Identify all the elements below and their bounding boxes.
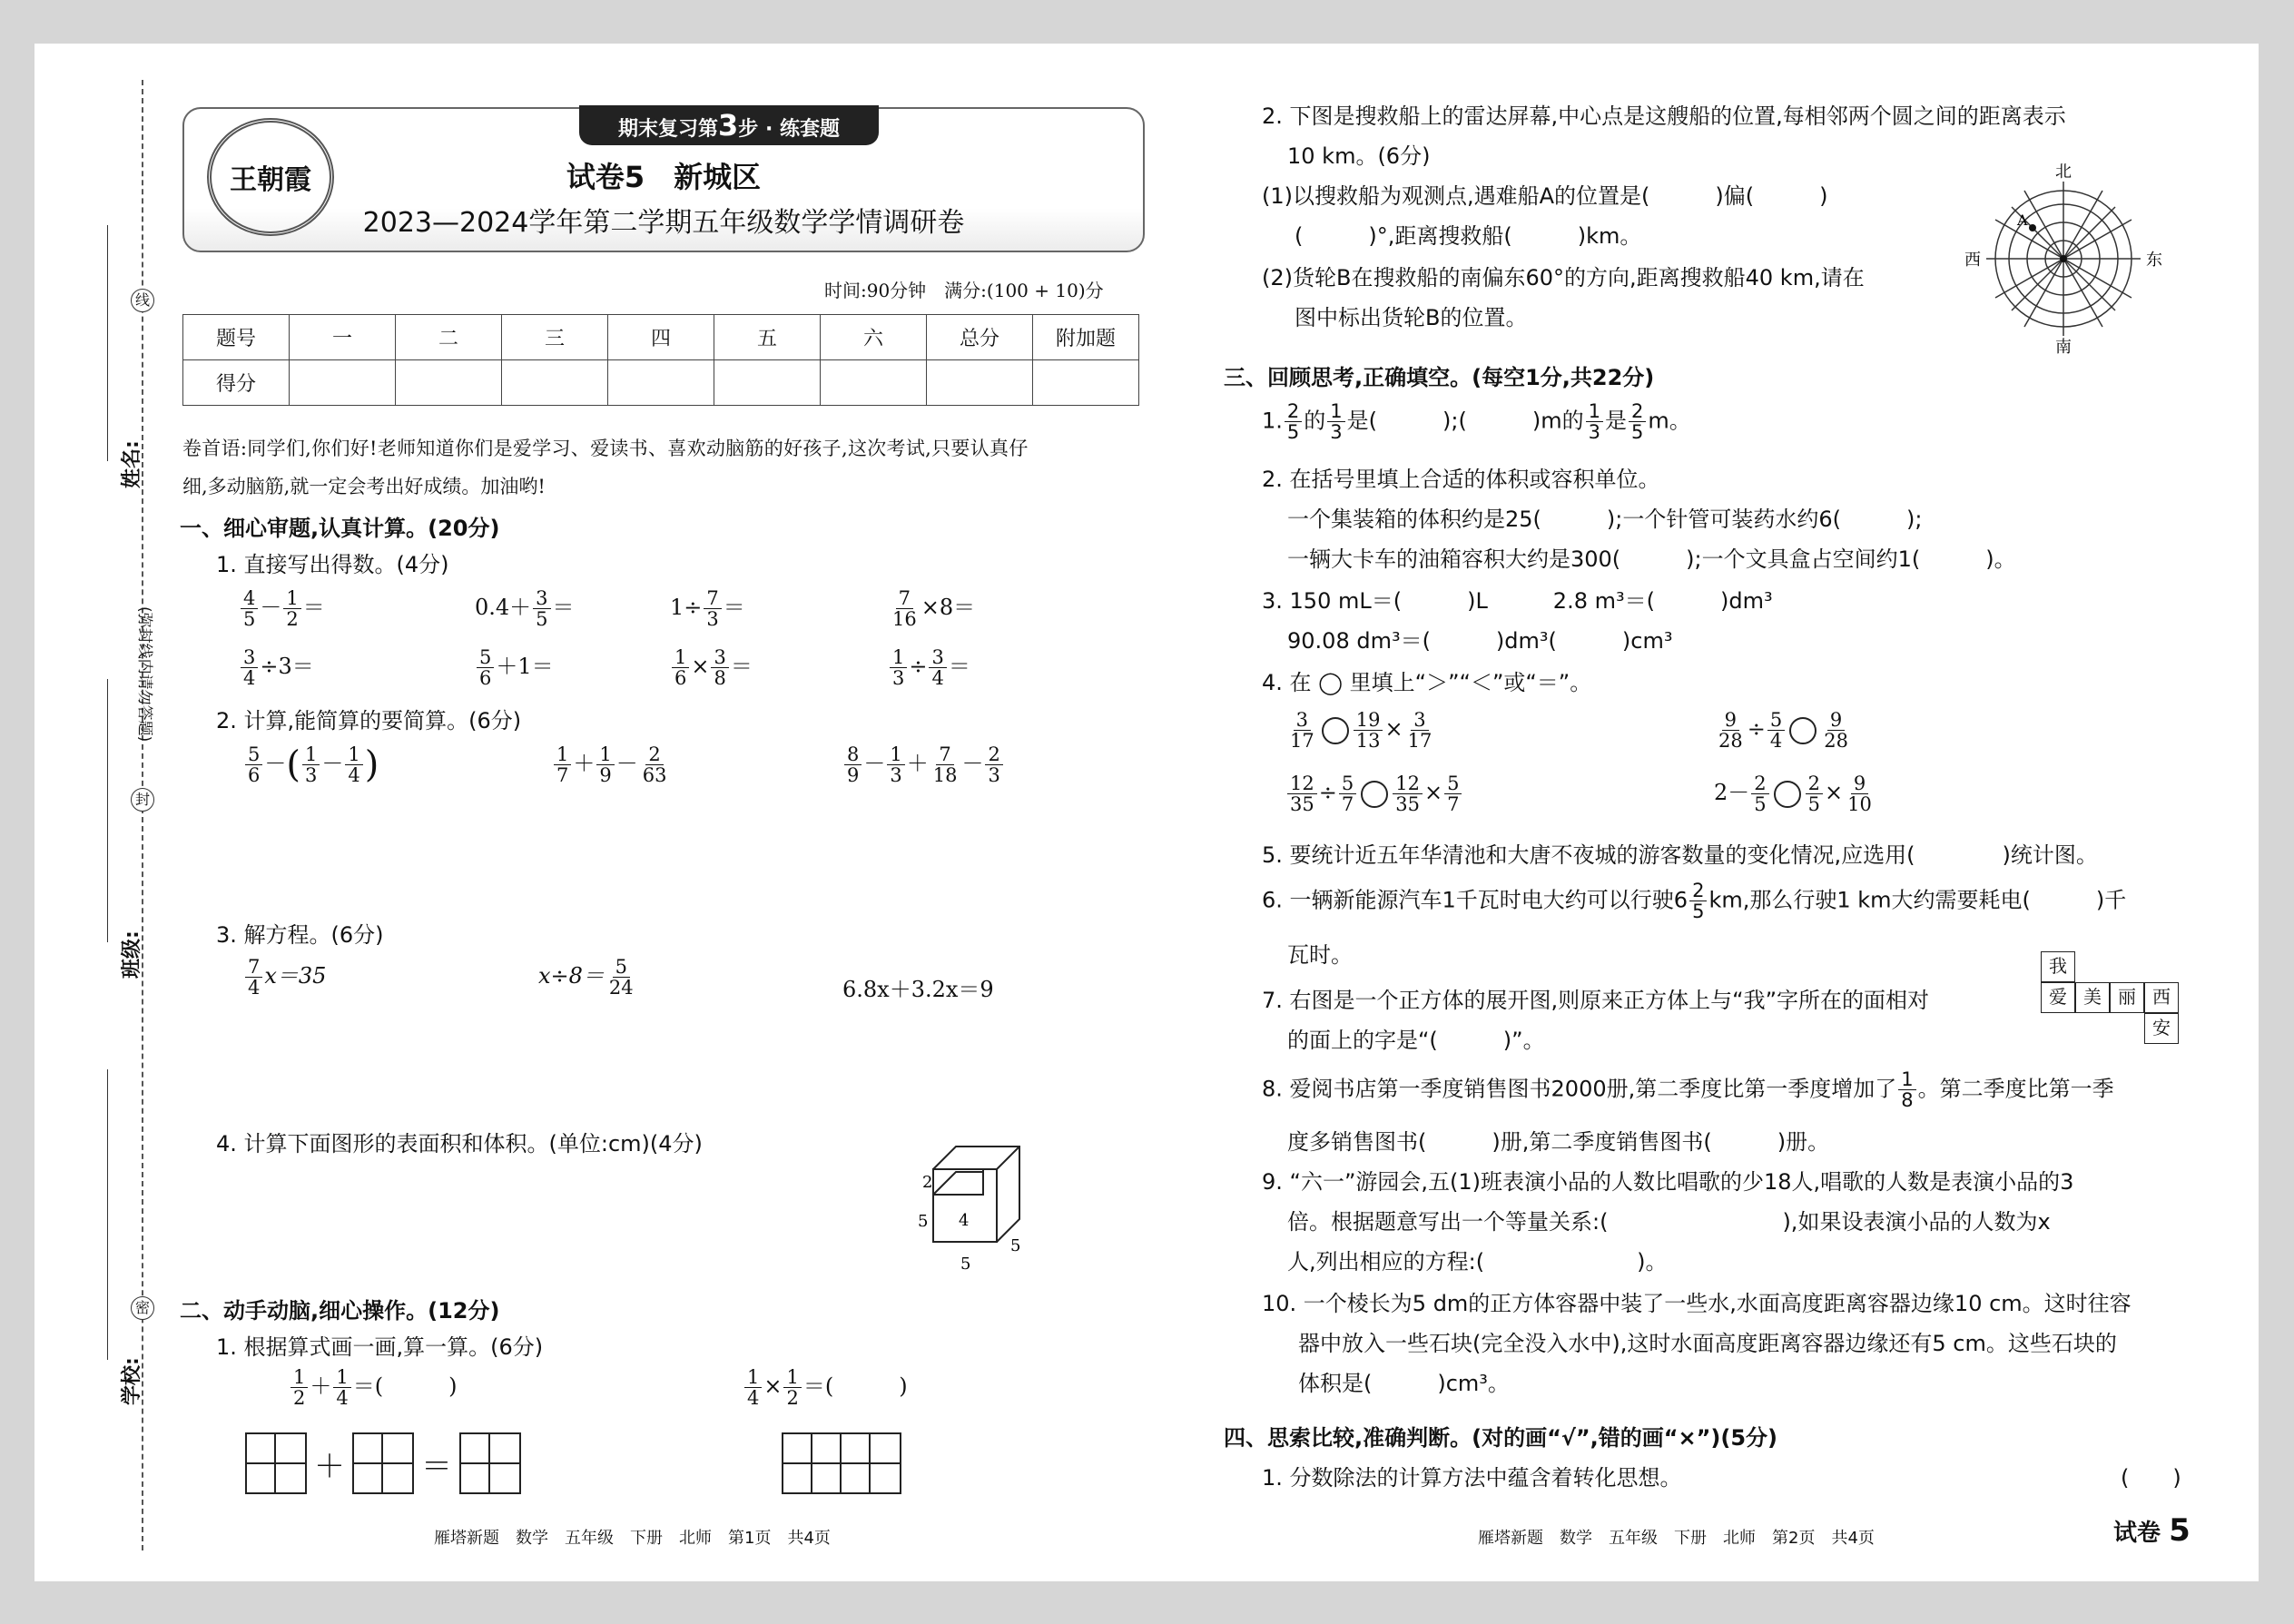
score-head-7: 总分 xyxy=(927,315,1033,360)
draw-grid-row-2[interactable] xyxy=(782,1432,901,1496)
s3-q3-b: 90.08 dm³＝( )dm³( )cm³ xyxy=(1287,628,1673,654)
net-face-xi: 西 xyxy=(2144,982,2179,1013)
footer-tag: 试卷 5 xyxy=(2113,1512,2191,1549)
score-cell[interactable] xyxy=(396,360,502,406)
s3-q2: 2. 在括号里填上合适的体积或容积单位。 xyxy=(1262,467,1660,492)
name-label: 姓名: xyxy=(121,440,143,488)
s3-q9-c: 人,列出相应的方程:( )。 xyxy=(1287,1249,1668,1275)
score-cell[interactable] xyxy=(714,360,821,406)
s2-q2-line1: 2. 下图是搜救船上的雷达屏幕,中心点是这艘船的位置,每相邻两个圆之间的距离表示 xyxy=(1262,103,2066,129)
s3-q3-a: 3. 150 mL＝( )L 2.8 m³＝( )dm³ xyxy=(1262,588,1773,614)
draw-grid-row-1[interactable]: ＋ ＝ xyxy=(245,1432,521,1494)
s2-q2-1b: ( )°,距离搜救船( )km。 xyxy=(1295,223,1642,249)
calc-1: $\frac{4}{5}$ － $\frac{1}{2}$ ＝ xyxy=(239,588,325,629)
score-cell[interactable] xyxy=(290,360,396,406)
s2-title: 二、动手动脑,细心操作。(12分) xyxy=(180,1298,500,1324)
radar-west: 西 xyxy=(1964,251,1981,270)
score-head-5: 五 xyxy=(714,315,821,360)
s3-q7-a: 7. 右图是一个正方体的展开图,则原来正方体上与“我”字所在的面相对 xyxy=(1262,988,1930,1013)
s2-q2-1a: (1)以搜救船为观测点,遇难船A的位置是( )偏( ) xyxy=(1262,183,1828,209)
net-face-li: 丽 xyxy=(2110,982,2144,1013)
s3-q10-a: 10. 一个棱长为5 dm的正方体容器中装了一些水,水面高度距离容器边缘10 cm。这时往容 xyxy=(1262,1291,2132,1316)
fig-label-d: 5 xyxy=(1010,1236,1021,1255)
s3-q9-b: 倍。根据题意写出一个等量关系:( ),如果设表演小品的人数为x xyxy=(1287,1209,2051,1235)
score-cell[interactable] xyxy=(821,360,927,406)
simplify-3: $\frac{8}{9}$ － $\frac{1}{3}$ ＋ $\frac{7}{18}$ － $\frac{2}{3}$ xyxy=(842,744,1005,785)
draw-expr-1: $\frac{1}{2}$ ＋ $\frac{1}{4}$ ＝( ) xyxy=(289,1367,457,1408)
score-head-2: 二 xyxy=(396,315,502,360)
grid-a[interactable] xyxy=(245,1432,307,1494)
s3-q6-c: 瓦时。 xyxy=(1287,942,1353,968)
score-head-1: 一 xyxy=(290,315,396,360)
s2-q2-2b: 图中标出货轮B的位置。 xyxy=(1295,305,1528,330)
footer-left: 雁塔新题 数学 五年级 下册 北师 第1页 共4页 xyxy=(434,1529,831,1548)
class-field[interactable] xyxy=(107,679,108,942)
s4-q1-answer[interactable]: ( ) xyxy=(2121,1465,2181,1491)
compare-circle[interactable] xyxy=(1361,781,1388,808)
school-label: 学校: xyxy=(121,1357,143,1405)
net-face-an: 安 xyxy=(2144,1013,2179,1044)
s3-q10-c: 体积是( )cm³。 xyxy=(1298,1371,1510,1396)
score-head-8: 附加题 xyxy=(1033,315,1139,360)
fig-label-c: 4 xyxy=(959,1211,970,1230)
grid-b[interactable] xyxy=(352,1432,414,1494)
calc-4: $\frac{7}{16}$ ×8＝ xyxy=(892,587,976,630)
simplify-1: $\frac{5}{6}$ －( $\frac{1}{3}$ － $\frac{1}{4}$ ) xyxy=(243,744,379,785)
calc-7: $\frac{1}{6}$ × $\frac{3}{8}$ ＝ xyxy=(670,647,753,688)
calc-8: $\frac{1}{3}$ ÷ $\frac{3}{4}$ ＝ xyxy=(888,647,970,688)
equation-3: 6.8x＋3.2x＝9 xyxy=(842,977,994,1002)
s3-title: 三、回顾思考,正确填空。(每空1分,共22分) xyxy=(1224,365,1655,390)
net-face-ai: 爱 xyxy=(2041,982,2075,1013)
compare-circle[interactable] xyxy=(1774,781,1801,808)
s1-q3: 3. 解方程。(6分) xyxy=(216,922,384,948)
fig-label-a: 2 xyxy=(922,1173,933,1192)
logo-text: 王朝霞 xyxy=(230,164,311,196)
radar-south: 南 xyxy=(2055,338,2072,354)
compare-4: 2－ $\frac{2}{5}$ $\frac{2}{5}$ × $\frac{9}{10}$ xyxy=(1714,773,1872,815)
score-row-label: 得分 xyxy=(183,360,290,406)
exam-sheet xyxy=(34,44,2259,1581)
preface-line-2: 细,多动脑筋,就一定会考出好成绩。加油哟! xyxy=(182,476,546,497)
grid-d[interactable] xyxy=(782,1432,901,1494)
s1-q4: 4. 计算下面图形的表面积和体积。(单位:cm)(4分) xyxy=(216,1131,703,1156)
s3-q7-b: 的面上的字是“( )”。 xyxy=(1287,1028,1545,1053)
s4-title: 四、思索比较,准确判断。(对的画“√”,错的画“×”)(5分) xyxy=(1224,1425,1778,1451)
calc-2: 0.4＋ $\frac{3}{5}$ ＝ xyxy=(475,587,575,630)
exam-title: 试卷5 新城区 xyxy=(566,160,762,194)
radar-point-a: A xyxy=(2017,212,2028,229)
s1-q1: 1. 直接写出得数。(4分) xyxy=(216,552,449,577)
badge-left: 期末复习第 xyxy=(618,118,719,141)
grid-c[interactable] xyxy=(459,1432,521,1494)
compare-2: $\frac{9}{28}$ ÷ $\frac{5}{4}$ $\frac{9}{28}$ xyxy=(1718,709,1848,752)
score-head-4: 四 xyxy=(608,315,714,360)
fig-label-b: 5 xyxy=(918,1212,929,1231)
score-cell[interactable] xyxy=(1033,360,1139,406)
s3-q2-b: 一辆大卡车的油箱容积大约是300( );一个文具盒占空间约1( )。 xyxy=(1287,546,2016,572)
net-face-wo: 我 xyxy=(2041,951,2075,982)
exam-time: 时间:90分钟 满分:(100 + 10)分 xyxy=(824,280,1104,301)
equation-1: $\frac{7}{4}$ x＝35 xyxy=(243,957,326,998)
badge-step: 3 xyxy=(718,108,739,143)
s2-q1: 1. 根据算式画一画,算一算。(6分) xyxy=(216,1334,544,1360)
s3-q6: 6. 一辆新能源汽车1千瓦时电大约可以行驶6 $\frac{2}{5}$ km,那么行驶1 km大约需要耗电( )千 xyxy=(1262,880,2127,922)
s3-q10-b: 器中放入一些石块(完全没入水中),这时水面高度距离容器边缘还有5 cm。这些石块的 xyxy=(1298,1331,2117,1356)
compare-3: $\frac{12}{35}$ ÷ $\frac{5}{7}$ $\frac{12}{35}$ × $\frac{5}{7}$ xyxy=(1285,773,1463,814)
s1-q2: 2. 计算,能简算的要简算。(6分) xyxy=(216,708,522,733)
s3-q5: 5. 要统计近五年华清池和大唐不夜城的游客数量的变化情况,应选用( )统计图。 xyxy=(1262,842,2098,868)
score-table xyxy=(182,314,1139,406)
s3-q1: 1. $\frac{2}{5}$ 的 $\frac{1}{3}$ 是( );( )m的 $\frac{1}{3}$ 是 $\frac{2}{5}$ m。 xyxy=(1262,400,1691,443)
radar-east: 东 xyxy=(2146,251,2162,270)
score-head-3: 三 xyxy=(502,315,608,360)
exam-subtitle: 2023—2024学年第二学期五年级数学学情调研卷 xyxy=(362,207,965,239)
binding-mark-mi: 密 xyxy=(131,1296,154,1320)
score-cell[interactable] xyxy=(502,360,608,406)
binding-mark-feng: 封 xyxy=(131,788,154,812)
score-head-0: 题号 xyxy=(183,315,290,360)
calc-5: $\frac{3}{4}$ ÷3＝ xyxy=(239,647,314,688)
class-label: 班级: xyxy=(121,930,143,979)
binding-note: (弥封线内请勿答题) xyxy=(135,606,153,743)
s1-title: 一、细心审题,认真计算。(20分) xyxy=(180,516,500,541)
badge-right: 步 · 练套题 xyxy=(738,118,840,141)
box-figure xyxy=(915,1142,1024,1278)
score-cell[interactable] xyxy=(608,360,714,406)
fig-label-e: 5 xyxy=(960,1255,971,1274)
radar-screen[interactable] xyxy=(1959,163,2168,354)
s2-q2-2a: (2)货轮B在搜救船的南偏东60°的方向,距离搜救船40 km,请在 xyxy=(1262,265,1865,290)
name-field[interactable] xyxy=(107,225,108,461)
s3-q2-a: 一个集装箱的体积约是25( );一个针管可装药水约6( ); xyxy=(1287,507,1923,532)
badge xyxy=(579,105,879,145)
calc-6: $\frac{5}{6}$ ＋1＝ xyxy=(475,647,554,688)
compare-circle[interactable] xyxy=(1789,717,1816,744)
radar-north: 北 xyxy=(2055,163,2072,182)
s3-q9-a: 9. “六一”游园会,五(1)班表演小品的人数比唱歌的少18人,唱歌的人数是表演小品的3 xyxy=(1262,1169,2074,1195)
footer-right: 雁塔新题 数学 五年级 下册 北师 第2页 共4页 xyxy=(1478,1529,1875,1548)
s4-q1: 1. 分数除法的计算方法中蕴含着转化思想。 xyxy=(1262,1465,1682,1491)
preface-line-1: 卷首语:同学们,你们好!老师知道你们是爱学习、爱读书、喜欢动脑筋的好孩子,这次考试,只要认真仔 xyxy=(182,438,1029,459)
score-cell[interactable] xyxy=(927,360,1033,406)
net-face-mei: 美 xyxy=(2075,982,2110,1013)
s2-q2-line2: 10 km。(6分) xyxy=(1287,143,1431,169)
draw-expr-2: $\frac{1}{4}$ × $\frac{1}{2}$ ＝( ) xyxy=(743,1367,908,1408)
simplify-2: $\frac{1}{7}$ ＋ $\frac{1}{9}$ － $\frac{2}{63}$ xyxy=(552,744,671,785)
s3-q4: 4. 在 ◯ 里填上“＞”“＜”或“＝”。 xyxy=(1262,670,1592,695)
compare-circle[interactable] xyxy=(1322,717,1349,744)
school-field[interactable] xyxy=(107,1069,108,1360)
calc-3: 1÷ $\frac{7}{3}$ ＝ xyxy=(670,587,745,630)
equation-2: x÷8＝ $\frac{5}{24}$ xyxy=(538,956,634,999)
score-head-6: 六 xyxy=(821,315,927,360)
compare-1: $\frac{3}{17}$ $\frac{19}{13}$ × $\frac{3}{17}$ xyxy=(1290,709,1433,752)
binding-mark-xian: 线 xyxy=(131,289,154,312)
s3-q8-c: 度多销售图书( )册,第二季度销售图书( )册。 xyxy=(1287,1129,1830,1155)
s3-q8: 8. 爱阅书店第一季度销售图书2000册,第二季度比第一季度增加了 $\frac{1}{8}$ 。第二季度比第一季 xyxy=(1262,1068,2114,1111)
